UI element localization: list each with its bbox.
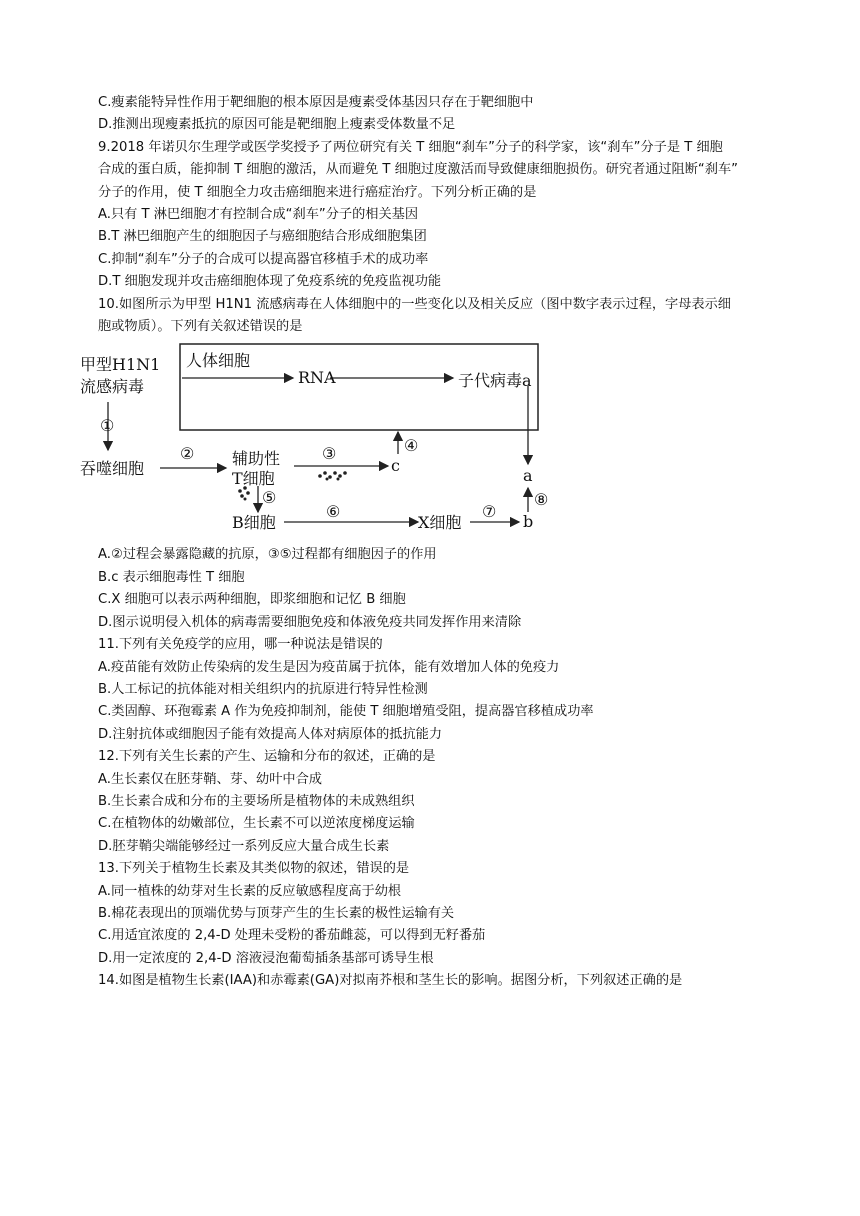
- text-line: C.在植物体的幼嫩部位，生长素不可以逆浓度梯度运输: [98, 816, 415, 832]
- virus-label-line1: 甲型H1N1: [80, 355, 161, 375]
- text-line: B.人工标记的抗体能对相关组织内的抗原进行特异性检测: [98, 681, 428, 697]
- text-line: 胞或物质）。下列有关叙述错误的是: [98, 319, 303, 335]
- text-line: 分子的作用，使 T 细胞全力攻击癌细胞来进行癌症治疗。下列分析正确的是: [98, 184, 537, 200]
- text-line: 10.如图所示为甲型 H1N1 流感病毒在人体细胞中的一些变化以及相关反应（图中数字表示过程，字母表示细: [98, 296, 731, 312]
- document-page: [80, 92, 798, 993]
- x-cell-label: X细胞: [418, 513, 462, 533]
- step6-label: ⑥: [326, 502, 341, 522]
- text-line: C.X 细胞可以表示两种细胞，即浆细胞和记忆 B 细胞: [98, 592, 406, 608]
- a-label: a: [523, 466, 533, 486]
- text-line: C.瘦素能特异性作用于靶细胞的根本原因是瘦素受体基因只存在于靶细胞中: [98, 95, 534, 110]
- text-line: B.棉花表现出的顶端优势与顶芽产生的生长素的极性运输有关: [98, 905, 455, 921]
- text-line: 13.下列关于植物生长素及其类似物的叙述，错误的是: [98, 861, 410, 877]
- step1-label: ①: [100, 416, 115, 436]
- step7-label: ⑦: [482, 502, 497, 522]
- human-cell-label: 人体细胞: [186, 351, 251, 371]
- text-line: D.T 细胞发现并攻击癌细胞体现了免疫系统的免疫监视功能: [98, 274, 442, 290]
- step3-label: ③: [322, 444, 337, 464]
- text-line: D.用一定浓度的 2,4-D 溶液浸泡葡萄插条基部可诱导生根: [98, 950, 434, 966]
- text-line: 14.如图是植物生长素(IAA)和赤霉素(GA)对拟南芥根和茎生长的影响。据图分析，下列叙述正确的是: [98, 973, 683, 989]
- text-line: B.c 表示细胞毒性 T 细胞: [98, 569, 245, 585]
- text-line: D.注射抗体或细胞因子能有效提高人体对病原体的抵抗能力: [98, 726, 443, 742]
- text-line: 12.下列有关生长素的产生、运输和分布的叙述，正确的是: [98, 749, 436, 765]
- rna-label: RNA: [298, 368, 336, 388]
- text-line: C.类固醇、环孢霉素 A 作为免疫抑制剂，能使 T 细胞增殖受阻，提高器官移植成功率: [98, 704, 594, 720]
- immune-response-diagram: [80, 342, 568, 540]
- text-line: A.②过程会暴露隐藏的抗原，③⑤过程都有细胞因子的作用: [98, 547, 437, 563]
- text-line: D.图示说明侵入机体的病毒需要细胞免疫和体液免疫共同发挥作用来清除: [98, 614, 522, 630]
- b-label: b: [523, 512, 534, 532]
- text-line: D.胚芽鞘尖端能够经过一系列反应大量合成生长素: [98, 838, 390, 854]
- c-label: c: [391, 456, 400, 476]
- text-line: 11.下列有关免疫学的应用，哪一种说法是错误的: [98, 637, 383, 653]
- text-line: D.推测出现瘦素抵抗的原因可能是靶细胞上瘦素受体数量不足: [98, 117, 456, 133]
- text-line: A.同一植株的幼芽对生长素的反应敏感程度高于幼根: [98, 883, 402, 899]
- virus-label-line2: 流感病毒: [80, 377, 145, 397]
- step5-label: ⑤: [262, 488, 277, 508]
- b-cell-label: B细胞: [232, 513, 276, 533]
- step2-label: ②: [180, 444, 195, 464]
- text-line: B.生长素合成和分布的主要场所是植物体的未成熟组织: [98, 793, 415, 809]
- step4-label: ④: [404, 436, 419, 456]
- progeny-virus-label: 子代病毒a: [458, 371, 532, 391]
- text-line: A.只有 T 淋巴细胞才有控制合成“刹车”分子的相关基因: [98, 207, 419, 223]
- text-line: C.抑制“刹车”分子的合成可以提高器官移植手术的成功率: [98, 251, 429, 267]
- text-line: A.疫苗能有效防止传染病的发生是因为疫苗属于抗体，能有效增加人体的免疫力: [98, 659, 560, 675]
- text-line: A.生长素仅在胚芽鞘、芽、幼叶中合成: [98, 771, 322, 787]
- text-line: 9.2018 年诺贝尔生理学或医学奖授予了两位研究有关 T 细胞“刹车”分子的科学家，该“刹车”分子是 T 细胞: [98, 139, 723, 155]
- text-line: 合成的蛋白质，能抑制 T 细胞的激活，从而避免 T 细胞过度激活而导致健康细胞损伤。研究者通过阻断“刹车”: [98, 162, 738, 178]
- phagocyte-label: 吞噬细胞: [80, 459, 145, 479]
- text-line: B.T 淋巴细胞产生的细胞因子与癌细胞结合形成细胞集团: [98, 229, 427, 245]
- helper-t-label-line1: 辅助性: [232, 449, 281, 469]
- text-line: C.用适宜浓度的 2,4-D 处理未受粉的番茄雌蕊，可以得到无籽番茄: [98, 928, 486, 944]
- text-block-bottom: [98, 544, 798, 992]
- step8-label: ⑧: [534, 490, 549, 510]
- helper-t-label-line2: T细胞: [232, 469, 275, 489]
- text-block-top: [98, 92, 798, 338]
- cytokine-dots-3: [318, 472, 347, 481]
